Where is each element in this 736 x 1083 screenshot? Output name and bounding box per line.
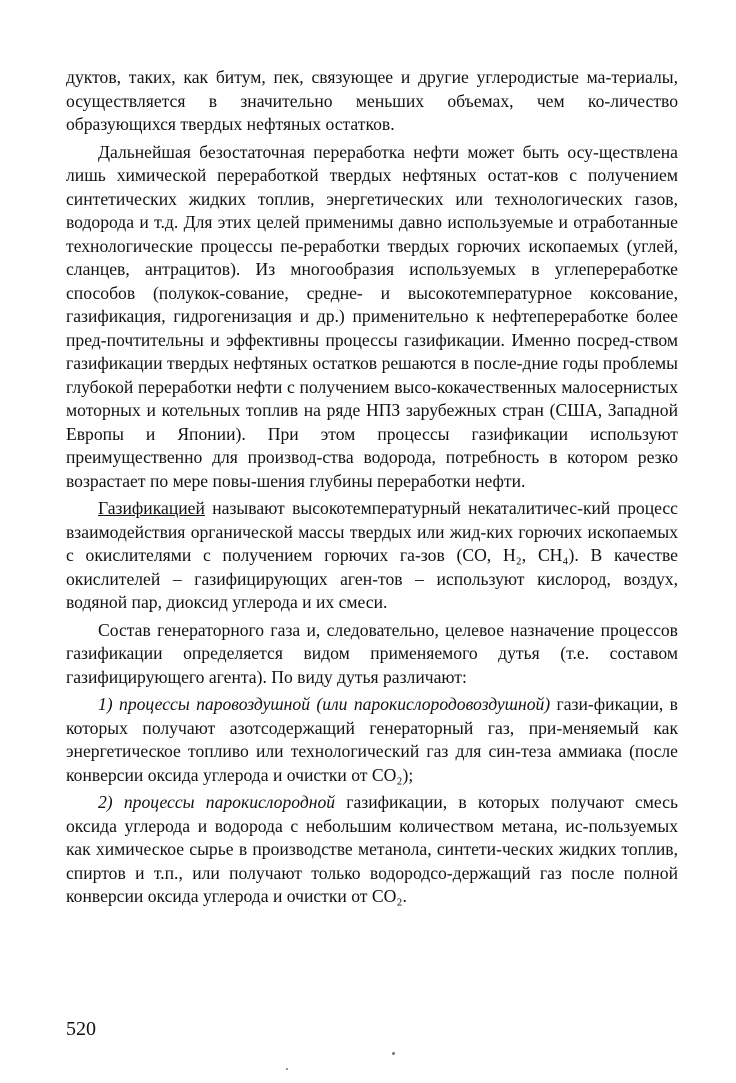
term-gasification: Газификацией [98,498,205,518]
page-number: 520 [66,1018,96,1040]
paragraph-1: дуктов, таких, как битум, пек, связующее и другие углеродистые ма-териалы, осуществляется в значительно меньших объемах, чем ко-личество образующихся твердых нефтяных остатков. [66,67,678,134]
paragraph-2: Дальнейшая безостаточная переработка нефти может быть осу-ществлена лишь химической переработкой твердых нефтяных остат-ков с получением синтетических жидких топлив, энергетических или технологических газов, водорода и т.д. Для этих целей применимы давно используемые и отработанные технологические процессы пе-реработки твердых горючих ископаемых (углей, сланцев, антрацитов). Из многообразия используемых в углепереработке способов (полукок-сование, средне- и высокотемпературное коксование, газификация, гидрогенизация и др.) применительно к нефтепереработке более пред-почтительны и эффективны процессы газификации. Именно посред-ством газификации твердых нефтяных остатков решаются в после-дние годы проблемы глубокой переработки нефти с получением высо-кокачественных малосернистых моторных и котельных топлив на ряде НПЗ зарубежных стран (США, Западной Европы и Японии). При этом процессы газификации используют преимущественно для производ-ства водорода, потребность в котором резко возрастает по мере повы-шения глубины переработки нефти. [66,141,678,491]
list-item-2 [66,791,678,909]
paragraph-3 [66,497,678,615]
list-item-2-prefix: 2) процессы парокислородной [98,792,336,812]
page-body [66,66,678,913]
scan-speck [286,1068,288,1070]
paragraph-3-text: называют высокотемпературный некаталитичес-кий процесс взаимодействия органической массы твердых или жид-ких горючих ископаемых с окислителями с получением горючих га-зов (СО, Н₂, СН₄). В качестве окислителей – газифицирующих аген-тов – используют кислород, воздух, водяной пар, диоксид углерода и их смеси. [66,498,678,612]
list-item-1-prefix: 1) процессы паровоздушной (или парокислородовоздушной) [98,694,551,714]
list-item-1-text: гази-фикации, в которых получают азотсодержащий генераторный газ, при-меняемый как энергетическое топливо или технологический газ для син-теза аммиака (после конверсии оксида углерода и очистки от СО₂); [66,694,678,785]
scan-speck [392,1052,395,1055]
paragraph-4: Состав генераторного газа и, следовательно, целевое назначение процессов газификации определяется видом применяемого дутья (т.е. составом газифицирующего агента). По виду дутья различают: [66,619,678,687]
list-item-2-text: газификации, в которых получают смесь оксида углерода и водорода с небольшим количеством метана, ис-пользуемых как химическое сырье в производстве метанола, синтети-ческих жидких топлив, спиртов и т.п., или получают только водородсо-держащий газ после полной конверсии оксида углерода и очистки от СО₂. [66,792,679,906]
list-item-1 [66,693,678,787]
